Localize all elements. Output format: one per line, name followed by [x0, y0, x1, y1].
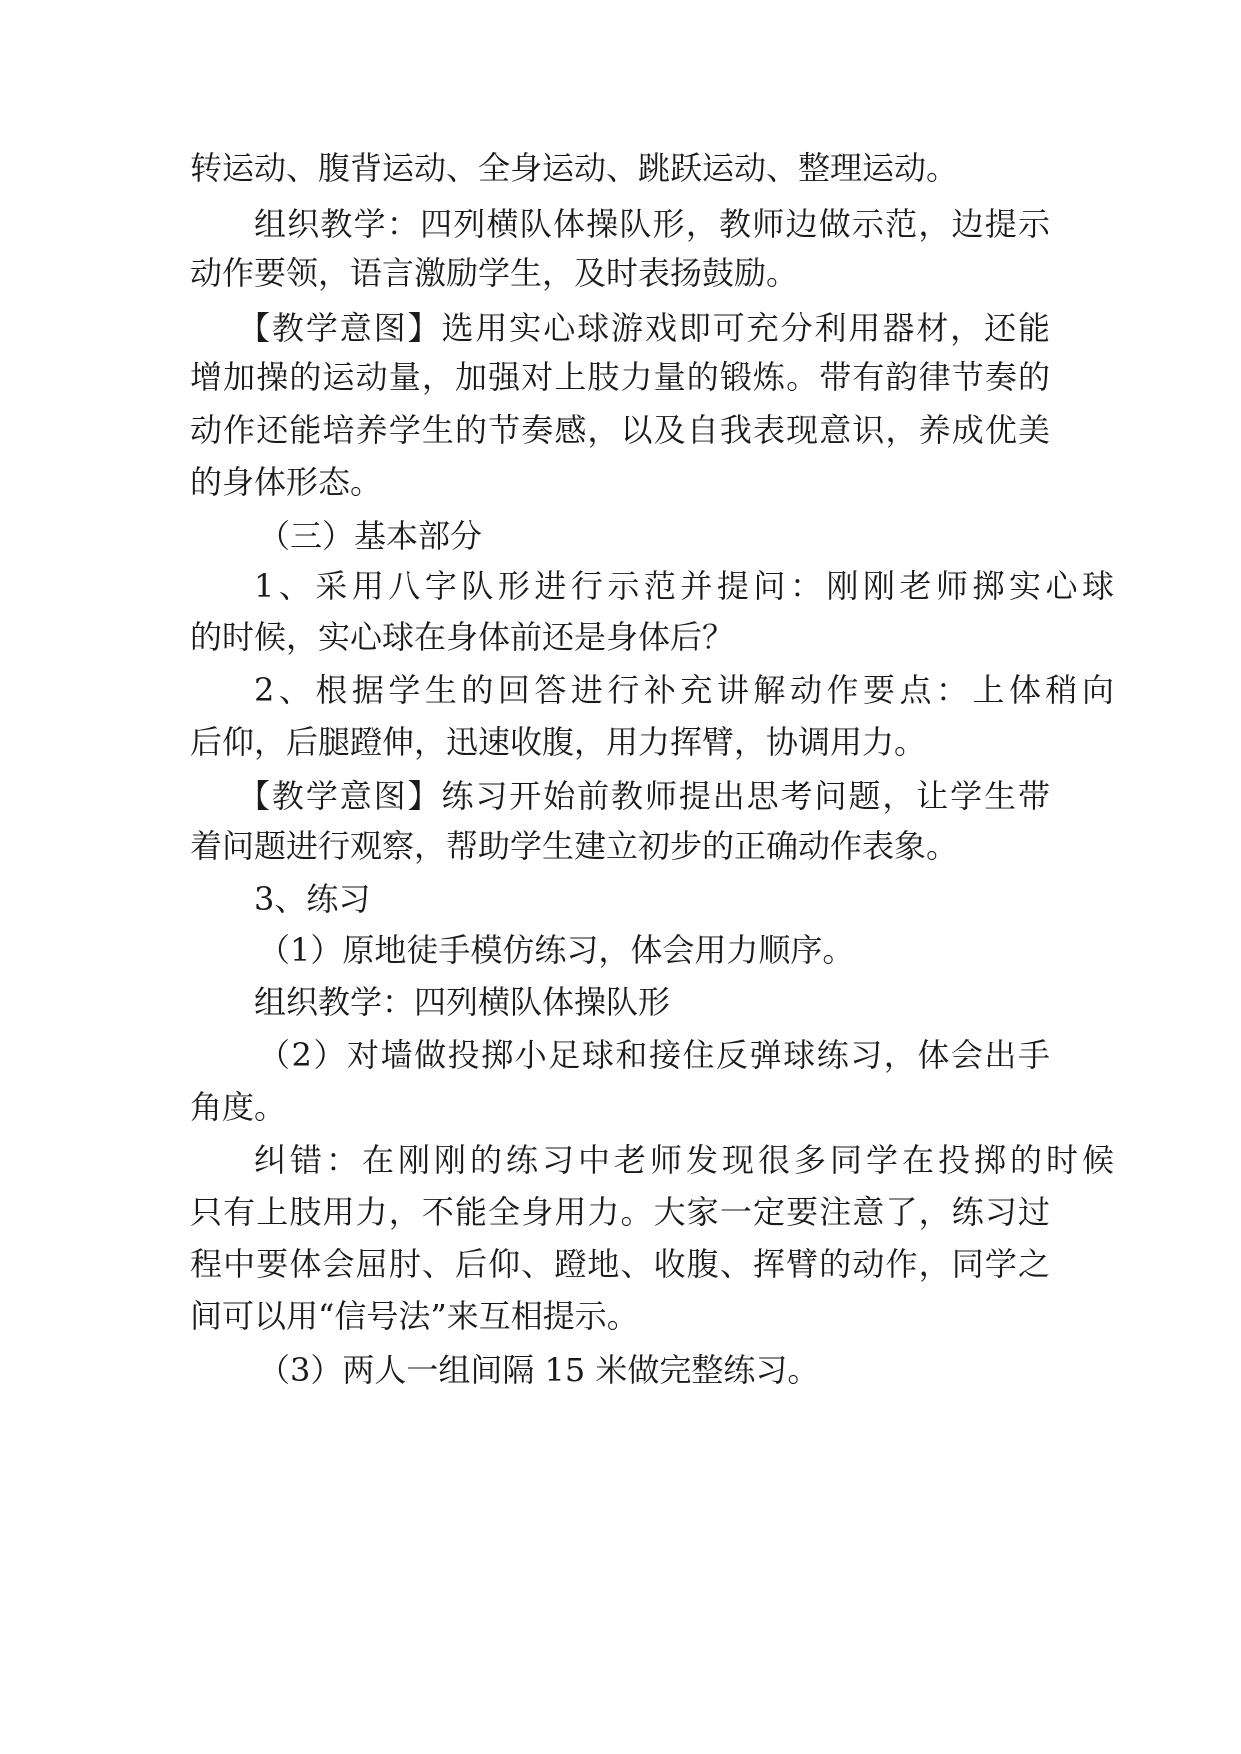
subheading-practice: 3、练习 — [254, 880, 371, 918]
body-line-13: 【教学意图】练习开始前教师提出思考问题，让学生带 — [238, 777, 1050, 815]
body-line-19: 角度。 — [190, 1088, 287, 1126]
body-line-7: 的身体形态。 — [190, 463, 383, 501]
section-heading: （三）基本部分 — [258, 517, 483, 555]
body-line-24: （3）两人一组间隔 15 米做完整练习。 — [258, 1351, 820, 1389]
body-line-2: 组织教学：四列横队体操队形，教师边做示范，边提示 — [254, 205, 1050, 243]
body-line-11: 2、根据学生的回答进行补充讲解动作要点：上体稍向 — [254, 671, 1114, 709]
body-line-22: 程中要体会屈肘、后仰、蹬地、收腹、挥臂的动作，同学之 — [190, 1245, 1050, 1283]
body-line-16: （1）原地徒手模仿练习，体会用力顺序。 — [258, 931, 855, 969]
body-line-20: 纠错：在刚刚的练习中老师发现很多同学在投掷的时候 — [254, 1141, 1114, 1179]
body-line-14: 着问题进行观察，帮助学生建立初步的正确动作表象。 — [190, 827, 959, 865]
body-line-17: 组织教学：四列横队体操队形 — [254, 983, 671, 1021]
body-line-1: 转运动、腹背运动、全身运动、跳跃运动、整理运动。 — [190, 149, 959, 187]
body-line-4: 【教学意图】选用实心球游戏即可充分利用器材，还能 — [238, 309, 1050, 347]
body-line-6: 动作还能培养学生的节奏感，以及自我表现意识，养成优美 — [190, 411, 1050, 449]
body-line-3: 动作要领，语言激励学生，及时表扬鼓励。 — [190, 254, 799, 292]
body-line-23: 间可以用“信号法”来互相提示。 — [190, 1297, 639, 1335]
body-line-12: 后仰，后腿蹬伸，迅速收腹，用力挥臂，协调用力。 — [190, 723, 927, 761]
body-line-5: 增加操的运动量，加强对上肢力量的锻炼。带有韵律节奏的 — [190, 358, 1050, 396]
body-line-18: （2）对墙做投掷小足球和接住反弹球练习，体会出手 — [258, 1036, 1050, 1074]
body-line-9: 1、采用八字队形进行示范并提问：刚刚老师掷实心球 — [254, 567, 1114, 605]
body-line-10: 的时候，实心球在身体前还是身体后？ — [190, 618, 735, 656]
body-line-21: 只有上肢用力，不能全身用力。大家一定要注意了，练习过 — [190, 1193, 1050, 1231]
